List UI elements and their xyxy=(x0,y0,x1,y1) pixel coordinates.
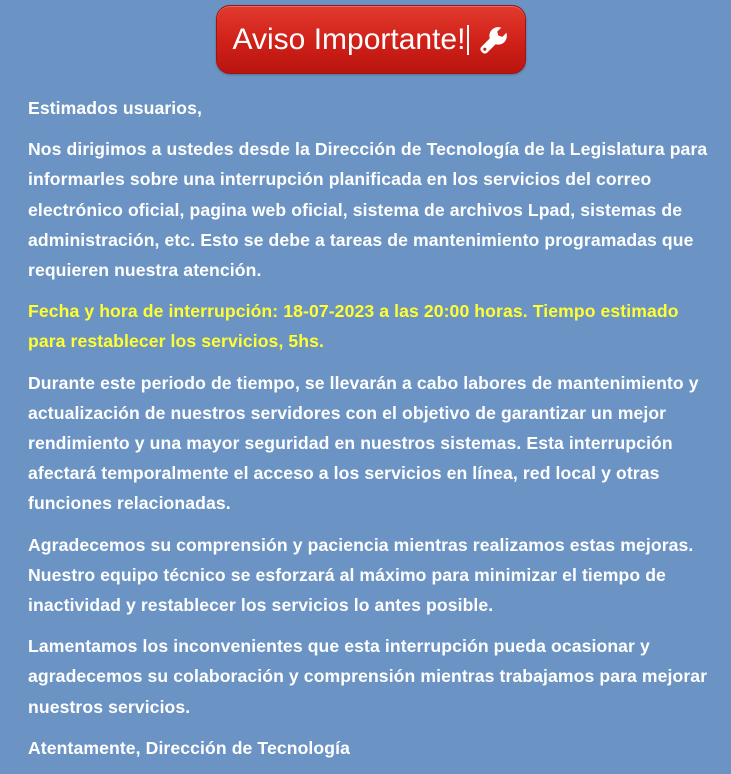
important-notice-button[interactable] xyxy=(216,5,526,74)
signature-text: Atentamente, Dirección de Tecnología xyxy=(28,737,350,758)
schedule-paragraph: Fecha y hora de interrupción: 18-07-2023 a las 20:00 horas. Tiempo estimado para restablecer los servicios, 5hs. xyxy=(28,301,679,352)
notice-message xyxy=(28,93,718,763)
intro-paragraph: Nos dirigimos a ustedes desde la Dirección de Tecnología de la Legislatura para informarles sobre una interrupción planificada en los servicios del correo electrónico oficial, pagina web oficial, sistema de archivos Lpad, sistemas de administración, etc. Esto se debe a tareas de mantenimiento programadas que requieren nuestra atención. xyxy=(28,139,708,281)
thanks-paragraph: Agradecemos su comprensión y paciencia mientras realizamos estas mejoras. Nuestro equipo técnico se esforzará al máximo para minimizar el tiempo de inactividad y restablecer los servicios lo antes posible. xyxy=(28,534,694,616)
apology-paragraph: Lamentamos los inconvenientes que esta interrupción pueda ocasionar y agradecemos su colaboración y comprensión mientras trabajamos para mejorar nuestros servicios. xyxy=(28,636,708,717)
notice-title: Aviso Importante! xyxy=(233,25,470,55)
wrench-icon xyxy=(479,25,509,55)
greeting-text: Estimados usuarios, xyxy=(28,98,202,118)
details-paragraph: Durante este periodo de tiempo, se llevarán a cabo labores de mantenimiento y actualización de nuestros servidores con el objetivo de garantizar un mejor rendimiento y una mayor seguridad en nuestros sistemas. Esta interrupción afectará temporalmente el acceso a los servicios en línea, red local y otras funciones relacionadas. xyxy=(28,372,699,514)
header xyxy=(216,5,526,74)
